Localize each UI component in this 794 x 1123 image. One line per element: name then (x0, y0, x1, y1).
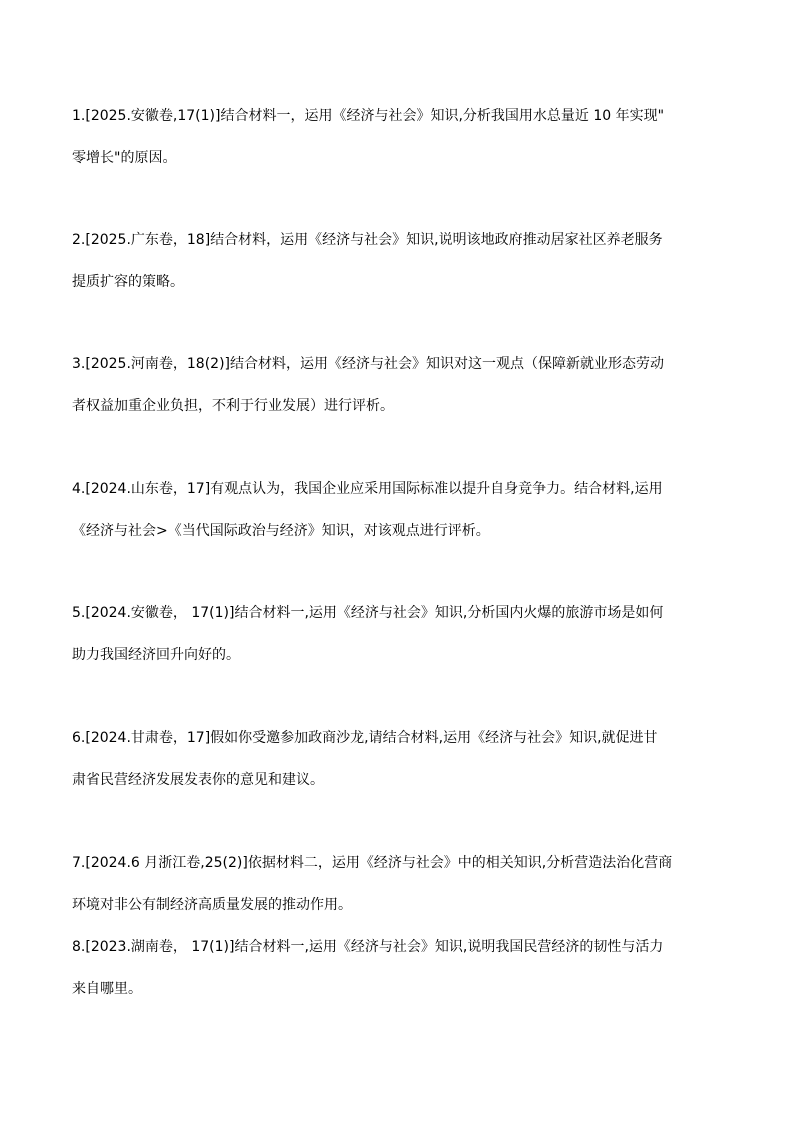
question-2-line-2: 提质扩容的策略。 (72, 274, 184, 290)
question-7-line-2: 环境对非公有制经济高质量发展的推动作用。 (72, 897, 352, 913)
question-4 (72, 468, 724, 552)
question-7-line-1: 7.[2024.6 月浙江卷,25(2)]依据材料二，运用《经济与社会》中的相关知识,分析营造法治化营商 (72, 855, 673, 871)
question-1-line-1: 1.[2025.安徽卷,17(1)]结合材料一，运用《经济与社会》知识,分析我国用水总量近 10 年实现" (72, 108, 665, 124)
question-8-line-2: 来自哪里。 (72, 981, 142, 997)
question-4-line-2: 《经济与社会>《当代国际政治与经济》知识，对该观点进行评析。 (72, 523, 490, 539)
question-5-line-1: 5.[2024.安徽卷， 17(1)]结合材料一,运用《经济与社会》知识,分析国内火爆的旅游市场是如何 (72, 605, 664, 621)
question-2 (72, 219, 724, 303)
question-3-line-2: 者权益加重企业负担，不利于行业发展）进行评析。 (72, 398, 394, 414)
question-4-line-1: 4.[2024.山东卷，17]有观点认为，我国企业应采用国际标准以提升自身竞争力。结合材料,运用 (72, 481, 663, 497)
question-8-line-1: 8.[2023.湖南卷， 17(1)]结合材料一,运用《经济与社会》知识,说明我国民营经济的韧性与活力 (72, 939, 664, 955)
question-6 (72, 717, 724, 801)
question-7 (72, 842, 724, 926)
question-5 (72, 592, 724, 676)
question-1 (72, 95, 724, 179)
question-1-line-2: 零增长"的原因。 (72, 150, 177, 166)
question-5-line-2: 助力我国经济回升向好的。 (72, 647, 240, 663)
question-2-line-1: 2.[2025.广东卷，18]结合材料，运用《经济与社会》知识,说明该地政府推动居家社区养老服务 (72, 232, 663, 248)
question-3-line-1: 3.[2025.河南卷，18(2)]结合材料，运用《经济与社会》知识对这一观点（保障新就业形态劳动 (72, 356, 665, 372)
question-6-line-1: 6.[2024.甘肃卷，17]假如你受邀参加政商沙龙,请结合材料,运用《经济与社会》知识,就促进甘 (72, 730, 658, 746)
question-8 (72, 926, 724, 1010)
question-3 (72, 343, 724, 427)
question-6-line-2: 肃省民营经济发展发表你的意见和建议。 (72, 772, 324, 788)
